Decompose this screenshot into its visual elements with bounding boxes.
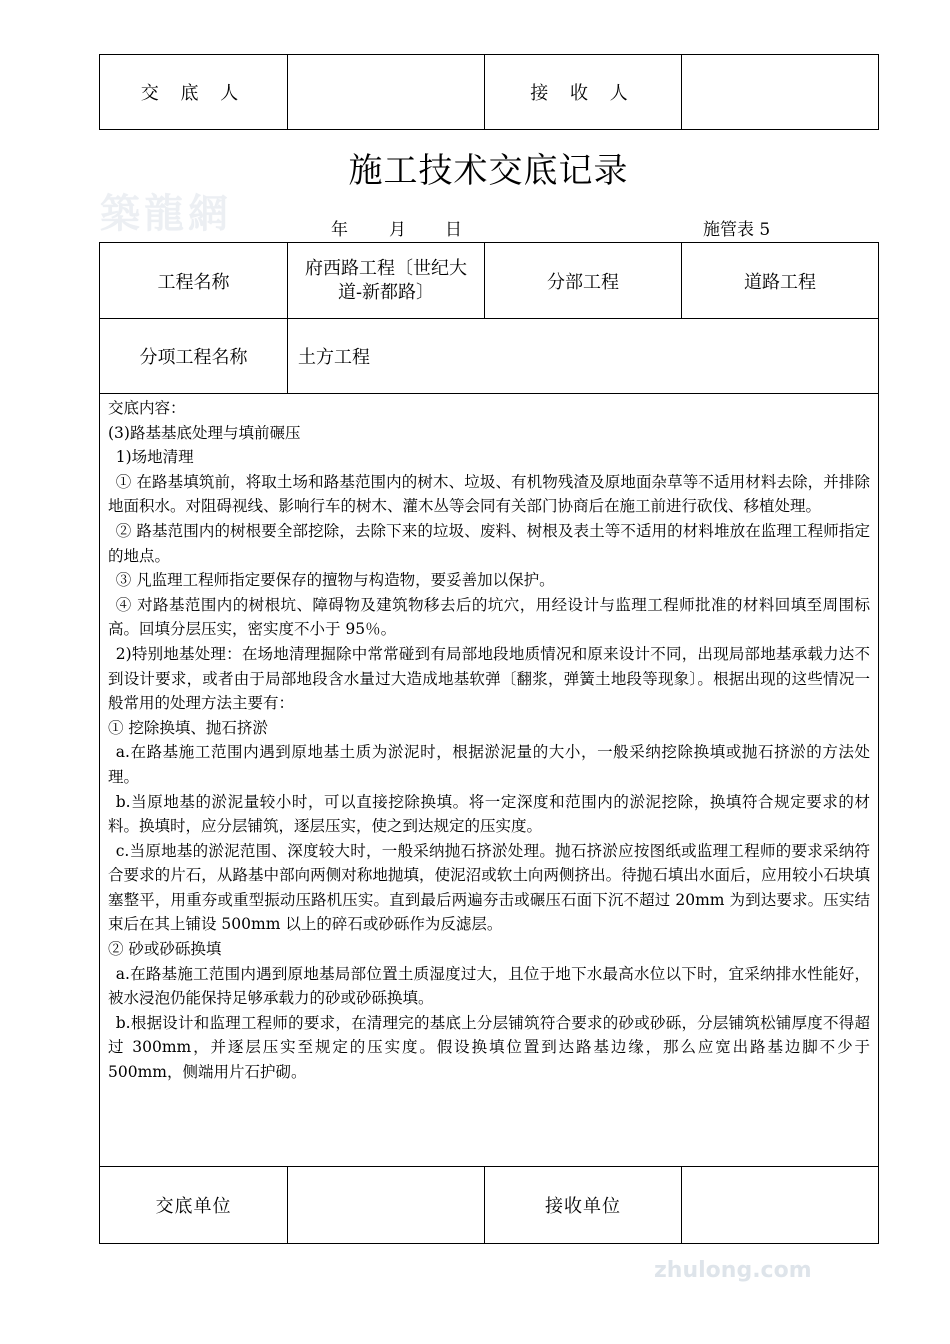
date-day-label: 日 (445, 220, 462, 240)
handover-table (99, 54, 879, 130)
record-table (99, 242, 879, 1244)
content-paragraph: ② 砂或砂砾换填 (108, 940, 222, 959)
content-paragraph: ④ 对路基范围内的树根坑、障碍物及建筑物移去后的坑穴，用经设计与监理工程师批准的材料回填至周围标高。回填分层压实，密实度不小于 95％。 (108, 595, 870, 639)
content-paragraph: b.根据设计和监理工程师的要求，在清理完的基底上分层铺筑符合要求的砂或砂砾，分层铺筑松铺厚度不得超过 300mm，并逐层压实至规定的压实度。假设换填位置到达路基边缘，那么应宽出路基边脚不少于 500mm，侧端用片石护砌。 (108, 1013, 870, 1082)
project-name-value[interactable]: 府西路工程〔世纪大道-新都路〕 (288, 243, 485, 319)
subitem-label: 分项工程名称 (100, 319, 288, 394)
handover-person-value[interactable] (288, 55, 485, 130)
content-paragraph: a.在路基施工范围内遇到原地基土质为淤泥时，根据淤泥量的大小，一般采纳挖除换填或抛石挤淤的方法处理。 (108, 743, 870, 786)
project-name-label: 工程名称 (100, 243, 288, 319)
content-body (108, 396, 870, 1085)
content-cell[interactable] (100, 394, 879, 1167)
division-value[interactable]: 道路工程 (682, 243, 879, 319)
watermark-site: zhulong.com (654, 1258, 812, 1283)
date-year-label: 年 (331, 220, 348, 240)
content-paragraph: c.当原地基的淤泥范围、深度较大时，一般采纳抛石挤淤处理。抛石挤淤应按图纸或监理工程师的要求采纳符合要求的片石，从路基中部向两侧对称地抛填，使泥沼或软土向两侧挤出。待抛石填出水面后，应用较小石块填塞整平，用重夯或重型振动压路机压实。直到最后两遍夯击或碾压石面下沉不超过 20mm 为到达要求。压实结束后在其上铺设 500mm 以上的碎石或砂砾作为反滤层。 (108, 841, 870, 934)
receiver-value[interactable] (682, 55, 879, 130)
subitem-value[interactable]: 土方工程 (288, 319, 879, 394)
handover-unit-value[interactable] (288, 1167, 485, 1244)
content-paragraph: ② 路基范围内的树根要全部挖除，去除下来的垃圾、废料、树根及表土等不适用的材料堆放在监理工程师指定的地点。 (108, 521, 870, 565)
content-paragraph: ① 挖除换填、抛石挤淤 (108, 718, 268, 737)
watermark-logo: 築龍網 (100, 190, 232, 237)
receiving-unit-label: 接收单位 (485, 1167, 682, 1244)
content-paragraph: ① 在路基填筑前，将取土场和路基范围内的树木、垃圾、有机物残渣及原地面杂草等不适用材料去除，并排除地面积水。对阻碍视线、影响行车的树木、灌木丛等会同有关部门协商后在施工前进行砍伐、移植处理。 (108, 472, 870, 516)
handover-person-label: 交 底 人 (100, 55, 288, 130)
handover-unit-label: 交底单位 (100, 1167, 288, 1244)
content-paragraph: a.在路基施工范围内遇到原地基局部位置土质湿度过大，且位于地下水最高水位以下时，宜采纳排水性能好，被水浸泡仍能保持足够承载力的砂或砂砾换填。 (108, 964, 870, 1008)
form-number: 施管表 5 (703, 220, 771, 240)
receiving-unit-value[interactable] (682, 1167, 879, 1244)
content-paragraph: 1)场地清理 (115, 448, 194, 467)
content-paragraph: (3)路基基底处理与填前碾压 (108, 423, 301, 442)
content-paragraph: ③ 凡监理工程师指定要保存的擅物与构造物，要妥善加以保护。 (115, 571, 555, 590)
page-title: 施工技术交底记录 (348, 151, 629, 191)
division-label: 分部工程 (485, 243, 682, 319)
content-paragraph: 2)特别地基处理：在场地清理掘除中常常碰到有局部地段地质情况和原来设计不同，出现局部地基承载力达不到设计要求，或者由于局部地段含水量过大造成地基软弹〔翻浆，弹簧土地段等现象〕。根据出现的这些情况一般常用的处理方法主要有： (108, 644, 870, 713)
content-paragraph: b.当原地基的淤泥量较小时，可以直接挖除换填。将一定深度和范围内的淤泥挖除，换填符合规定要求的材料。换填时，应分层铺筑，逐层压实，使之到达规定的压实度。 (108, 792, 870, 836)
receiver-label: 接 收 人 (485, 55, 682, 130)
date-month-label: 月 (389, 220, 406, 240)
content-header: 交底内容： (108, 399, 186, 417)
date-row (99, 218, 878, 242)
